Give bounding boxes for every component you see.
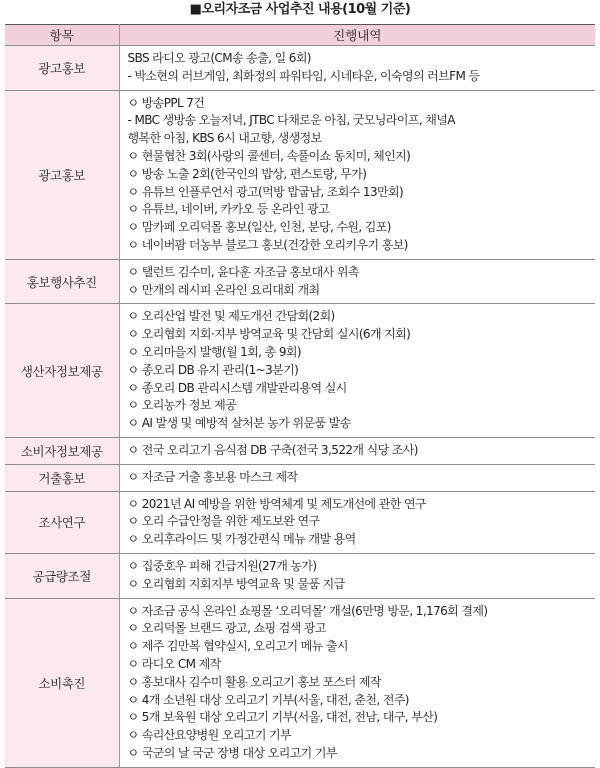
- content-cell: [119, 553, 595, 598]
- content-cell: [119, 46, 595, 91]
- content-line: ㅇ 자조금 공식 온라인 쇼핑몰 ‘오리덕몰’ 개설(6만명 방문, 1,176회 결제): [127, 603, 488, 618]
- content-line: ㅇ 속리산요양병원 오리고기 기부: [127, 728, 292, 743]
- content-line: ㅇ 오리덕몰 브랜드 광고, 쇼핑 검색 광고: [127, 621, 326, 636]
- content-cell: [119, 437, 595, 464]
- content-line: ㅇ 집중호우 피해 긴급지원(27개 농가): [127, 558, 317, 573]
- table-row: [5, 553, 595, 598]
- content-line: ㅇ 만개의 레시피 온라인 요리대회 개최: [127, 282, 320, 297]
- table-row: [5, 464, 595, 491]
- content-cell: [119, 491, 595, 553]
- content-line: ㅇ 오리마을지 발행(월 1회, 총 9회): [127, 344, 301, 359]
- content-line: ㅇ 오리농가 정보 제공: [127, 398, 237, 413]
- content-line: ㅇ 5개 보육원 대상 오리고기 기부(서울, 대전, 전남, 대구, 부산): [127, 710, 438, 725]
- content-line: ㅇ 맘카페 오리덕몰 홍보(일산, 인천, 분당, 수원, 김포): [127, 220, 391, 235]
- content-line: ㅇ 오리협회 지회지부 방역교육 및 물품 지급: [127, 576, 345, 591]
- content-cell: [119, 464, 595, 491]
- content-line: ㅇ 라디오 CM 제작: [127, 656, 221, 671]
- category-cell: 홍보행사추진: [5, 259, 119, 304]
- content-line: ㅇ AI 발생 및 예방적 살처분 농가 위문품 발송: [127, 416, 351, 431]
- content-line: ㅇ 오리산업 발전 및 제도개선 간담회(2회): [127, 309, 335, 324]
- content-line: 행복한 아침, KBS 6시 내고향, 생생정보: [127, 131, 322, 146]
- table-row: [5, 259, 595, 304]
- content-line: ㅇ 2021년 AI 예방을 위한 방역체계 및 제도개선에 관한 연구: [127, 496, 426, 511]
- category-cell: 광고홍보: [5, 90, 119, 259]
- header-row: [5, 25, 595, 46]
- content-line: ㅇ 오리 수급안정을 위한 제도보완 연구: [127, 514, 320, 529]
- content-line: ㅇ 종오리 DB 관리시스템 개발관리용역 실시: [127, 380, 347, 395]
- category-cell: 광고홍보: [5, 46, 119, 91]
- header-progress: 진행내역: [119, 25, 595, 46]
- table-row: [5, 46, 595, 91]
- content-line: ㅇ 홍보대사 김수미 활용 오리고기 홍보 포스터 제작: [127, 674, 381, 689]
- content-line: ㅇ 네이버팜 더농부 블로그 홍보(건강한 오리키우기 홍보): [127, 237, 408, 252]
- content-line: ㅇ 종오리 DB 유지 관리(1~3분기): [127, 362, 299, 377]
- category-cell: 거출홍보: [5, 464, 119, 491]
- table-row: [5, 90, 595, 259]
- content-line: ㅇ 유튜브, 네이버, 카카오 등 온라인 광고: [127, 202, 330, 217]
- content-cell: [119, 598, 595, 767]
- table-row: [5, 491, 595, 553]
- category-cell: 생산자정보제공: [5, 304, 119, 438]
- content-cell: [119, 304, 595, 438]
- content-line: ㅇ 방송PPL 7건: [127, 95, 205, 110]
- table-title: ■오리자조금 사업추진 내용(10월 기준): [189, 2, 411, 17]
- content-line: ㅇ 오리후라이드 및 가정간편식 메뉴 개발 용역: [127, 532, 356, 547]
- content-line: ㅇ 4개 소년원 대상 오리고기 기부(서울, 대전, 춘천, 전주): [127, 692, 409, 707]
- progress-table: [5, 24, 595, 768]
- content-cell: [119, 259, 595, 304]
- category-cell: 소비촉진: [5, 598, 119, 767]
- content-line: - MBC 생방송 오늘저녁, JTBC 다채로운 아침, 굿모닝라이프, 채널A: [127, 113, 455, 128]
- content-line: ㅇ 전국 오리고기 음식점 DB 구축(전국 3,522개 식당 조사): [127, 442, 418, 457]
- header-item: 항목: [5, 25, 119, 46]
- category-cell: 소비자정보제공: [5, 437, 119, 464]
- table-row: [5, 598, 595, 767]
- content-line: ㅇ 방송 노출 2회(한국인의 밥상, 편스토랑, 무가): [127, 166, 367, 181]
- table-body: [5, 46, 595, 768]
- content-line: ㅇ 제주 김만복 협약실시, 오리고기 메뉴 출시: [127, 639, 348, 654]
- content-line: ㅇ 현물협찬 3회(사랑의 콜센터, 속풀이쇼 동치미, 체인지): [127, 148, 411, 163]
- content-line: ㅇ 탤런트 김수미, 윤다훈 자조금 홍보대사 위촉: [127, 264, 359, 279]
- content-line: ㅇ 유튜브 인플루언서 광고(먹방 밥굽남, 조회수 13만회): [127, 184, 404, 199]
- content-line: ㅇ 자조금 거출 홍보용 마스크 제작: [127, 469, 298, 484]
- category-cell: 조사연구: [5, 491, 119, 553]
- table-row: [5, 304, 595, 438]
- table-row: [5, 437, 595, 464]
- content-line: SBS 라디오 광고(CM송 송출, 일 6회): [127, 51, 311, 65]
- content-line: ㅇ 국군의 날 국군 장병 대상 오리고기 기부: [127, 745, 337, 760]
- content-line: - 박소현의 러브게임, 최화정의 파워타임, 시네타운, 이숙영의 러브FM 등: [127, 68, 480, 83]
- content-cell: [119, 90, 595, 259]
- content-line: ㅇ 오리협회 지회·지부 방역교육 및 간담회 실시(6개 지회): [127, 327, 411, 342]
- category-cell: 공급량조절: [5, 553, 119, 598]
